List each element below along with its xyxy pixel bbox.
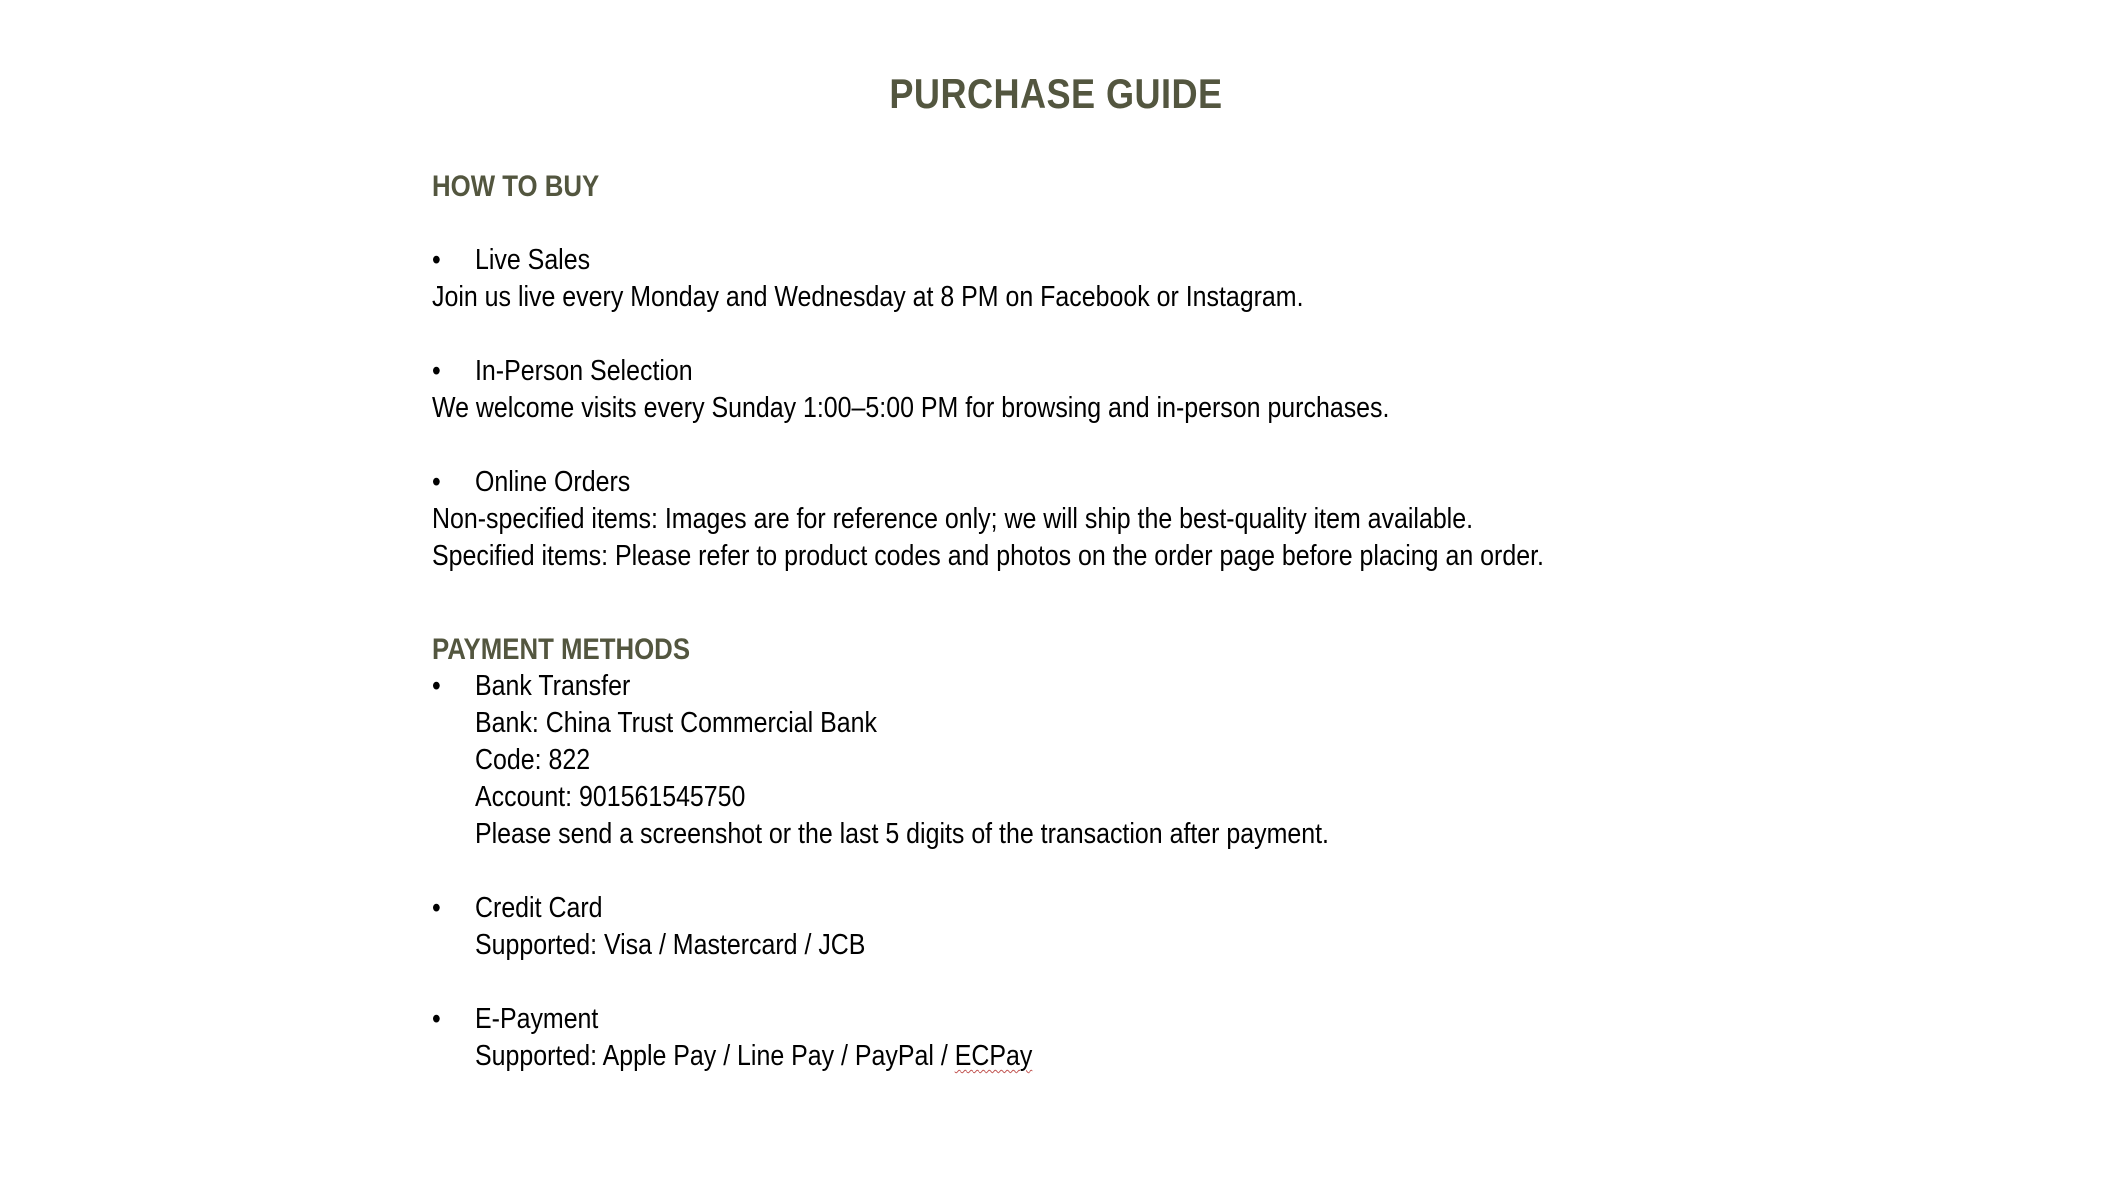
credit-card-label: Credit Card (475, 892, 603, 924)
e-payment-supported (432, 1038, 1722, 1075)
bullet: • (432, 892, 441, 924)
list-item-e-payment (432, 1001, 1722, 1038)
how-to-buy-heading: HOW TO BUY (432, 170, 600, 203)
bullet: • (432, 466, 441, 498)
online-orders-description-2: Specified items: Please refer to product codes and photos on the order page before placing an order. (432, 540, 1544, 572)
payment-methods-heading: PAYMENT METHODS (432, 633, 691, 666)
bank-transfer-note: Please send a screenshot or the last 5 digits of the transaction after payment. (475, 818, 1329, 850)
online-orders-description-1: Non-specified items: Images are for reference only; we will ship the best-quality item available. (432, 503, 1474, 535)
bank-name: Bank: China Trust Commercial Bank (475, 707, 877, 739)
page-title: PURCHASE GUIDE (889, 70, 1223, 117)
bullet: • (432, 355, 441, 387)
live-sales-description: Join us live every Monday and Wednesday at 8 PM on Facebook or Instagram. (432, 281, 1304, 313)
bullet: • (432, 244, 441, 276)
in-person-label: In-Person Selection (475, 355, 693, 387)
credit-card-supported: Supported: Visa / Mastercard / JCB (475, 929, 866, 961)
document-body (432, 168, 1932, 1075)
live-sales-label: Live Sales (475, 244, 591, 276)
bank-account: Account: 901561545750 (475, 781, 746, 813)
ecpay-spellcheck-word: ECPay (954, 1040, 1033, 1072)
e-payment-supported-text: Supported: Apple Pay / Line Pay / PayPal / (475, 1040, 955, 1072)
list-item-credit-card (432, 890, 1722, 927)
online-orders-label: Online Orders (475, 466, 631, 498)
e-payment-label: E-Payment (475, 1003, 599, 1035)
bullet: • (432, 670, 441, 702)
bullet: • (432, 1003, 441, 1035)
list-item-bank-transfer (432, 668, 1722, 705)
in-person-description: We welcome visits every Sunday 1:00–5:00 PM for browsing and in-person purchases. (432, 392, 1390, 424)
bank-code: Code: 822 (475, 744, 591, 776)
bank-transfer-label: Bank Transfer (475, 670, 631, 702)
list-item-online-orders (432, 464, 1722, 501)
list-item-live-sales (432, 242, 1722, 279)
list-item-in-person (432, 353, 1722, 390)
